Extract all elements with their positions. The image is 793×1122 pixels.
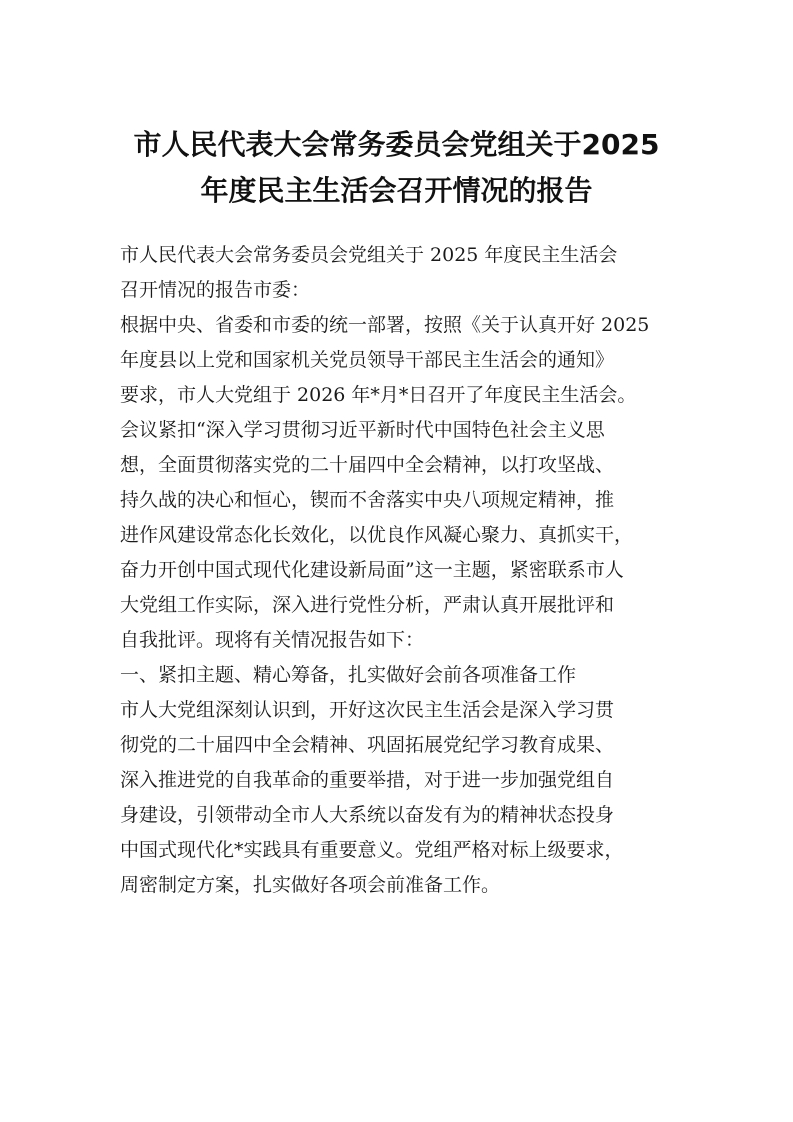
body-line: 大党组工作实际，深入进行党性分析，严肃认真开展批评和: [120, 594, 615, 616]
body-line: 奋力开创中国式现代化建设新局面”这一主题，紧密联系市人: [120, 559, 624, 581]
body-line: 进作风建设常态化长效化，以优良作风凝心聚力、真抓实干，: [120, 524, 634, 546]
body-line: 市人民代表大会常务委员会党组关于 2025 年度民主生活会: [120, 244, 618, 266]
body-line: 持久战的决心和恒心，锲而不舍落实中央八项规定精神，推: [120, 489, 615, 511]
section-heading: 一、紧扣主题、精心筹备，扎实做好会前各项准备工作: [120, 664, 577, 686]
body-line: 周密制定方案，扎实做好各项会前准备工作。: [120, 874, 501, 896]
title-line: 年度民主生活会召开情况的报告: [200, 174, 593, 207]
document-title: [60, 122, 733, 214]
body-line: 要求，市人大党组于 2026 年*月*日召开了年度民主生活会。: [120, 384, 637, 406]
document-body: [120, 238, 680, 903]
body-line: 身建设，引领带动全市人大系统以奋发有为的精神状态投身: [120, 804, 615, 826]
body-line: 深入推进党的自我革命的重要举措，对于进一步加强党组自: [120, 769, 615, 791]
title-line: 市人民代表大会常务委员会党组关于2025: [133, 128, 660, 161]
body-line: 中国式现代化*实践具有重要意义。党组严格对标上级要求，: [120, 839, 624, 861]
body-line: 想，全面贯彻落实党的二十届四中全会精神，以打攻坚战、: [120, 454, 615, 476]
body-line: 召开情况的报告市委：: [120, 279, 311, 301]
body-line: 市人大党组深刻认识到，开好这次民主生活会是深入学习贯: [120, 699, 615, 721]
body-line: 会议紧扣“深入学习贯彻习近平新时代中国特色社会主义思: [120, 419, 605, 441]
body-line: 彻党的二十届四中全会精神、巩固拓展党纪学习教育成果、: [120, 734, 615, 756]
body-line: 年度县以上党和国家机关党员领导干部民主生活会的通知》: [120, 349, 615, 371]
body-line: 自我批评。现将有关情况报告如下：: [120, 629, 425, 651]
body-line: 根据中央、省委和市委的统一部署，按照《关于认真开好 2025: [120, 314, 650, 336]
